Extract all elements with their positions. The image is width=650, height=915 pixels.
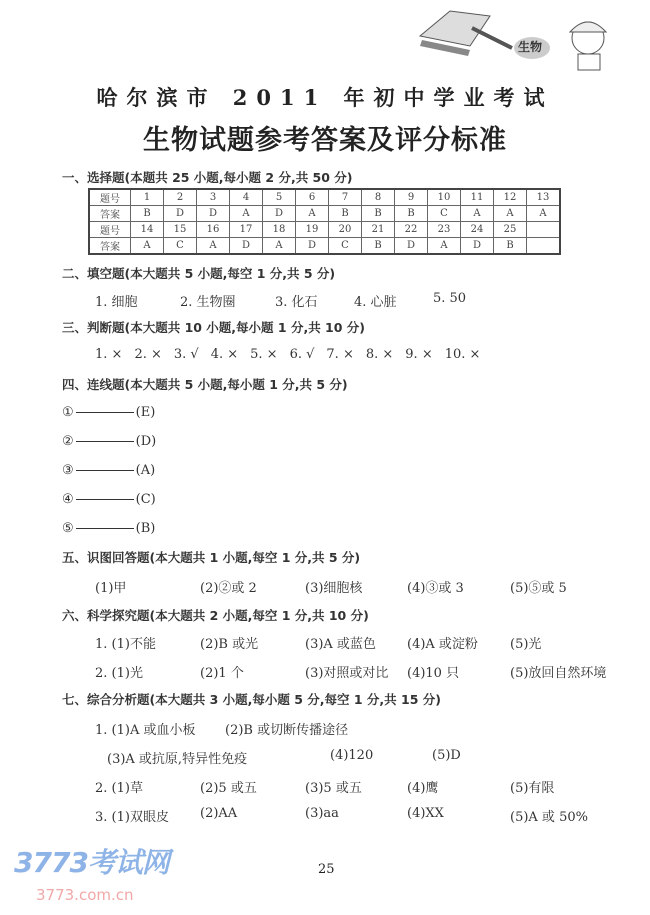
answer: (2)AA — [200, 806, 238, 821]
table-cell: B — [362, 206, 395, 222]
section-heading: 七、综合分析题(本大题共 3 小题,每小题 5 分,每空 1 分,共 15 分) — [62, 692, 441, 707]
match-row — [62, 492, 156, 507]
answer: (3)对照或对比 — [305, 666, 389, 681]
row-label: 答案 — [89, 238, 131, 255]
table-cell: 4 — [230, 189, 263, 206]
match-right: (B) — [135, 521, 156, 536]
answer: 5. × — [250, 347, 278, 362]
answer: 2. (1)光 — [95, 666, 143, 681]
table-cell: 7 — [329, 189, 362, 206]
section-heading: 一、选择题(本题共 25 小题,每小题 2 分,共 50 分) — [62, 170, 353, 185]
answer: 2. (1)草 — [95, 781, 143, 796]
table-cell: C — [164, 238, 197, 255]
connector-line — [76, 499, 134, 500]
answer: (2)②或 2 — [200, 581, 257, 596]
table-cell: 1 — [131, 189, 164, 206]
table-cell: D — [395, 238, 428, 255]
match-left: ③ — [62, 463, 74, 478]
table-cell: A — [428, 238, 461, 255]
answer: (4)120 — [330, 748, 374, 763]
table-cell: C — [428, 206, 461, 222]
answer: 2. 生物圈 — [180, 295, 236, 310]
answer: (4)10 只 — [407, 666, 460, 681]
subject-badge: 生物 — [518, 40, 543, 54]
answer: 1. × — [95, 347, 123, 362]
exam-title: 哈尔滨市 2011 年初中学业考试 — [96, 85, 554, 110]
table-cell: 12 — [494, 189, 527, 206]
answer: 2. × — [134, 347, 162, 362]
match-row — [62, 521, 155, 536]
section-heading: 二、填空题(本大题共 5 小题,每空 1 分,共 5 分) — [62, 266, 336, 281]
table-cell: 25 — [494, 222, 527, 238]
table-cell: A — [461, 206, 494, 222]
table-cell: 22 — [395, 222, 428, 238]
match-row — [62, 405, 155, 420]
answer: (3)A 或蓝色 — [305, 637, 376, 652]
table-cell: 15 — [164, 222, 197, 238]
answer: (3)aa — [305, 806, 339, 821]
match-left: ② — [62, 434, 74, 449]
table-cell: 5 — [263, 189, 296, 206]
multiple-choice-answer-table — [88, 188, 561, 255]
table-cell: A — [296, 206, 329, 222]
table-cell: 20 — [329, 222, 362, 238]
table-cell: D — [461, 238, 494, 255]
table-cell: A — [263, 238, 296, 255]
answer: 1. (1)不能 — [95, 637, 156, 652]
table-cell: 24 — [461, 222, 494, 238]
answer: 4. × — [210, 347, 239, 362]
answer: (5)A 或 50% — [510, 810, 588, 825]
table-cell — [527, 222, 561, 238]
row-label: 题号 — [89, 222, 131, 238]
table-cell: 13 — [527, 189, 561, 206]
answer: (3)A 或抗原,特异性免疫 — [107, 752, 248, 767]
table-cell: A — [131, 238, 164, 255]
answer: (4)③或 3 — [407, 581, 464, 596]
answer: 8. × — [365, 347, 394, 362]
answer: (2)5 或五 — [200, 781, 257, 796]
answer: 3. √ — [173, 347, 199, 362]
answer: (2)B 或切断传播途径 — [225, 723, 349, 738]
answer: 3. 化石 — [275, 295, 318, 310]
table-cell: 6 — [296, 189, 329, 206]
match-row — [62, 434, 156, 449]
connector-line — [76, 441, 134, 442]
answer: 5. 50 — [433, 291, 467, 306]
table-cell: B — [362, 238, 395, 255]
table-cell: 18 — [263, 222, 296, 238]
answer: 7. × — [326, 347, 354, 362]
table-cell: 3 — [197, 189, 230, 206]
answer: (2)1 个 — [200, 666, 244, 681]
table-cell: A — [230, 206, 263, 222]
table-cell: A — [527, 206, 561, 222]
watermark-logo: 3773考试网 — [14, 846, 169, 879]
table-cell: D — [296, 238, 329, 255]
table-cell: D — [164, 206, 197, 222]
table-cell: 17 — [230, 222, 263, 238]
answer: (5)有限 — [510, 781, 555, 796]
table-cell: 9 — [395, 189, 428, 206]
watermark-url: 3773.com.cn — [36, 886, 134, 904]
row-label: 答案 — [89, 206, 131, 222]
true-false-answers — [95, 347, 480, 362]
answer: (5)光 — [510, 637, 542, 652]
match-right: (E) — [135, 405, 156, 420]
match-right: (A) — [135, 463, 156, 478]
table-cell: 23 — [428, 222, 461, 238]
answer: (2)B 或光 — [200, 637, 259, 652]
section-heading: 四、连线题(本大题共 5 小题,每小题 1 分,共 5 分) — [62, 377, 348, 392]
table-cell: 2 — [164, 189, 197, 206]
answer: (5)⑤或 5 — [510, 581, 567, 596]
table-cell — [527, 238, 561, 255]
table-cell: 10 — [428, 189, 461, 206]
table-cell: B — [131, 206, 164, 222]
page-number: 25 — [318, 862, 335, 877]
answer: 4. 心脏 — [354, 295, 397, 310]
table-cell: 14 — [131, 222, 164, 238]
answer: (5)放回自然环境 — [510, 666, 607, 681]
answer: (5)D — [432, 748, 461, 763]
table-cell: 8 — [362, 189, 395, 206]
connector-line — [76, 412, 134, 413]
section-heading: 三、判断题(本大题共 10 小题,每小题 1 分,共 10 分) — [62, 320, 366, 335]
answer: (4)XX — [407, 806, 444, 821]
answer: 9. × — [405, 347, 433, 362]
table-row — [89, 189, 560, 206]
table-cell: B — [329, 206, 362, 222]
document-title: 生物试题参考答案及评分标准 — [143, 125, 507, 156]
table-cell: A — [197, 238, 230, 255]
connector-line — [76, 528, 134, 529]
answer: (1)甲 — [95, 581, 127, 596]
answer: 3. (1)双眼皮 — [95, 810, 169, 825]
table-cell: A — [494, 206, 527, 222]
section-heading: 五、识图回答题(本大题共 1 小题,每空 1 分,共 5 分) — [62, 550, 361, 565]
answer: (3)5 或五 — [305, 781, 362, 796]
connector-line — [76, 470, 134, 471]
section-heading: 六、科学探究题(本大题共 2 小题,每空 1 分,共 10 分) — [62, 608, 369, 623]
table-cell: 21 — [362, 222, 395, 238]
answer: 1. (1)A 或血小板 — [95, 723, 196, 738]
answer: (3)细胞核 — [305, 581, 363, 596]
table-cell: D — [197, 206, 230, 222]
answer: (4)鹰 — [407, 781, 439, 796]
table-row — [89, 206, 560, 222]
table-row — [89, 238, 560, 255]
match-left: ① — [62, 405, 74, 420]
table-cell: B — [395, 206, 428, 222]
answer: 10. × — [444, 347, 481, 362]
table-cell: D — [230, 238, 263, 255]
match-left: ④ — [62, 492, 74, 507]
answer: 1. 细胞 — [95, 295, 138, 310]
match-right: (D) — [135, 434, 157, 449]
table-row — [89, 222, 560, 238]
table-cell: 19 — [296, 222, 329, 238]
table-cell: 16 — [197, 222, 230, 238]
table-cell: 11 — [461, 189, 494, 206]
match-right: (C) — [135, 492, 156, 507]
answer: 6. √ — [289, 347, 315, 362]
answer: (4)A 或淀粉 — [407, 637, 478, 652]
table-cell: B — [494, 238, 527, 255]
row-label: 题号 — [89, 189, 131, 206]
match-row — [62, 463, 155, 478]
match-left: ⑤ — [62, 521, 74, 536]
table-cell: D — [263, 206, 296, 222]
table-cell: C — [329, 238, 362, 255]
